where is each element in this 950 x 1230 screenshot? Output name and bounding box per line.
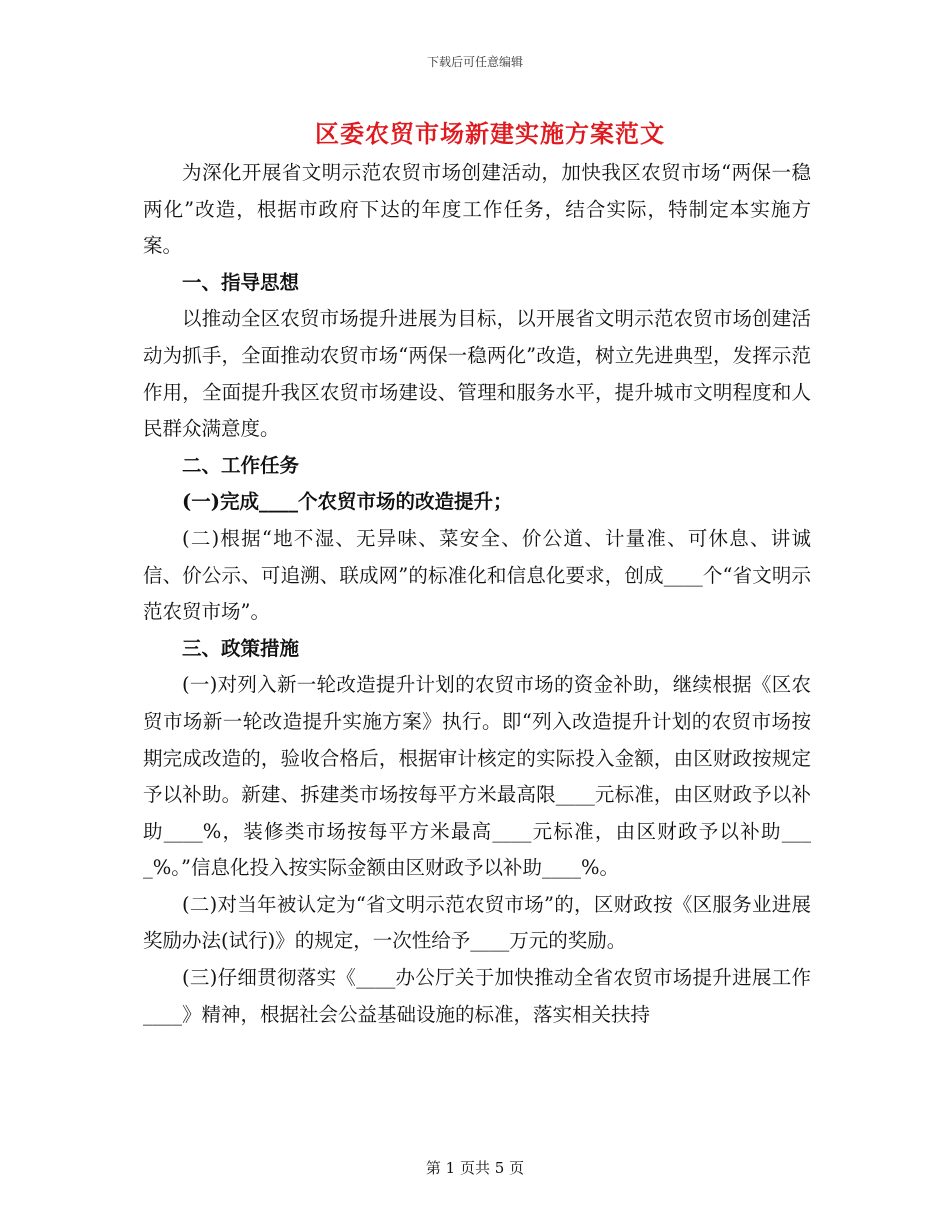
work-task-item-1: (一)完成____个农贸市场的改造提升； [182, 490, 513, 514]
page-footer: 第 1 页共 5 页 [425, 1159, 525, 1177]
document-body [143, 155, 811, 1033]
section-heading-guiding-ideology: 一、指导思想 [182, 270, 300, 294]
header-note: 下载后可任意编辑 [426, 55, 523, 69]
policy-measure-item-2: (二)对当年被认定为“省文明示范农贸市场”的，区财政按《区服务业进展奖励办法(试行)》的规定，一次性给予____万元的奖励。 [143, 892, 811, 953]
policy-measure-item-1: (一)对列入新一轮改造提升计划的农贸市场的资金补助，继续根据《区农贸市场新一轮改造提升实施方案》执行。即“列入改造提升计划的农贸市场按期完成改造的，验收合格后，根据审计核定的实际投入金额，由区财政按规定予以补助。新建、拆建类市场按每平方米最高限____元标准，由区财政予以补助____%，装修类市场按每平方米最高____元标准，由区财政予以补助____%。”信息化投入按实际金额由区财政予以补助____%。 [143, 673, 811, 880]
guiding-ideology-paragraph: 以推动全区农贸市场提升进展为目标，以开展省文明示范农贸市场创建活动为抓手，全面推动农贸市场“两保一稳两化”改造，树立先进典型，发挥示范作用，全面提升我区农贸市场建设、管理和服务水平，提升城市文明程度和人民群众满意度。 [143, 307, 811, 441]
section-heading-policy-measures: 三、政策措施 [182, 636, 300, 660]
document-title: 区委农贸市场新建实施方案范文 [315, 119, 665, 148]
intro-paragraph: 为深化开展省文明示范农贸市场创建活动，加快我区农贸市场“两保一稳两化”改造，根据市政府下达的年度工作任务，结合实际，特制定本实施方案。 [143, 161, 811, 258]
section-heading-work-tasks: 二、工作任务 [182, 453, 300, 477]
work-task-item-2: (二)根据“地不湿、无异味、菜安全、价公道、计量准、可休息、讲诚信、价公示、可追溯、联成网”的标准化和信息化要求，创成____个“省文明示范农贸市场”。 [143, 526, 811, 624]
policy-measure-item-3: (三)仔细贯彻落实《____办公厅关于加快推动全省农贸市场提升进展工作____》精神，根据社会公益基础设施的标准，落实相关扶持 [143, 966, 811, 1026]
